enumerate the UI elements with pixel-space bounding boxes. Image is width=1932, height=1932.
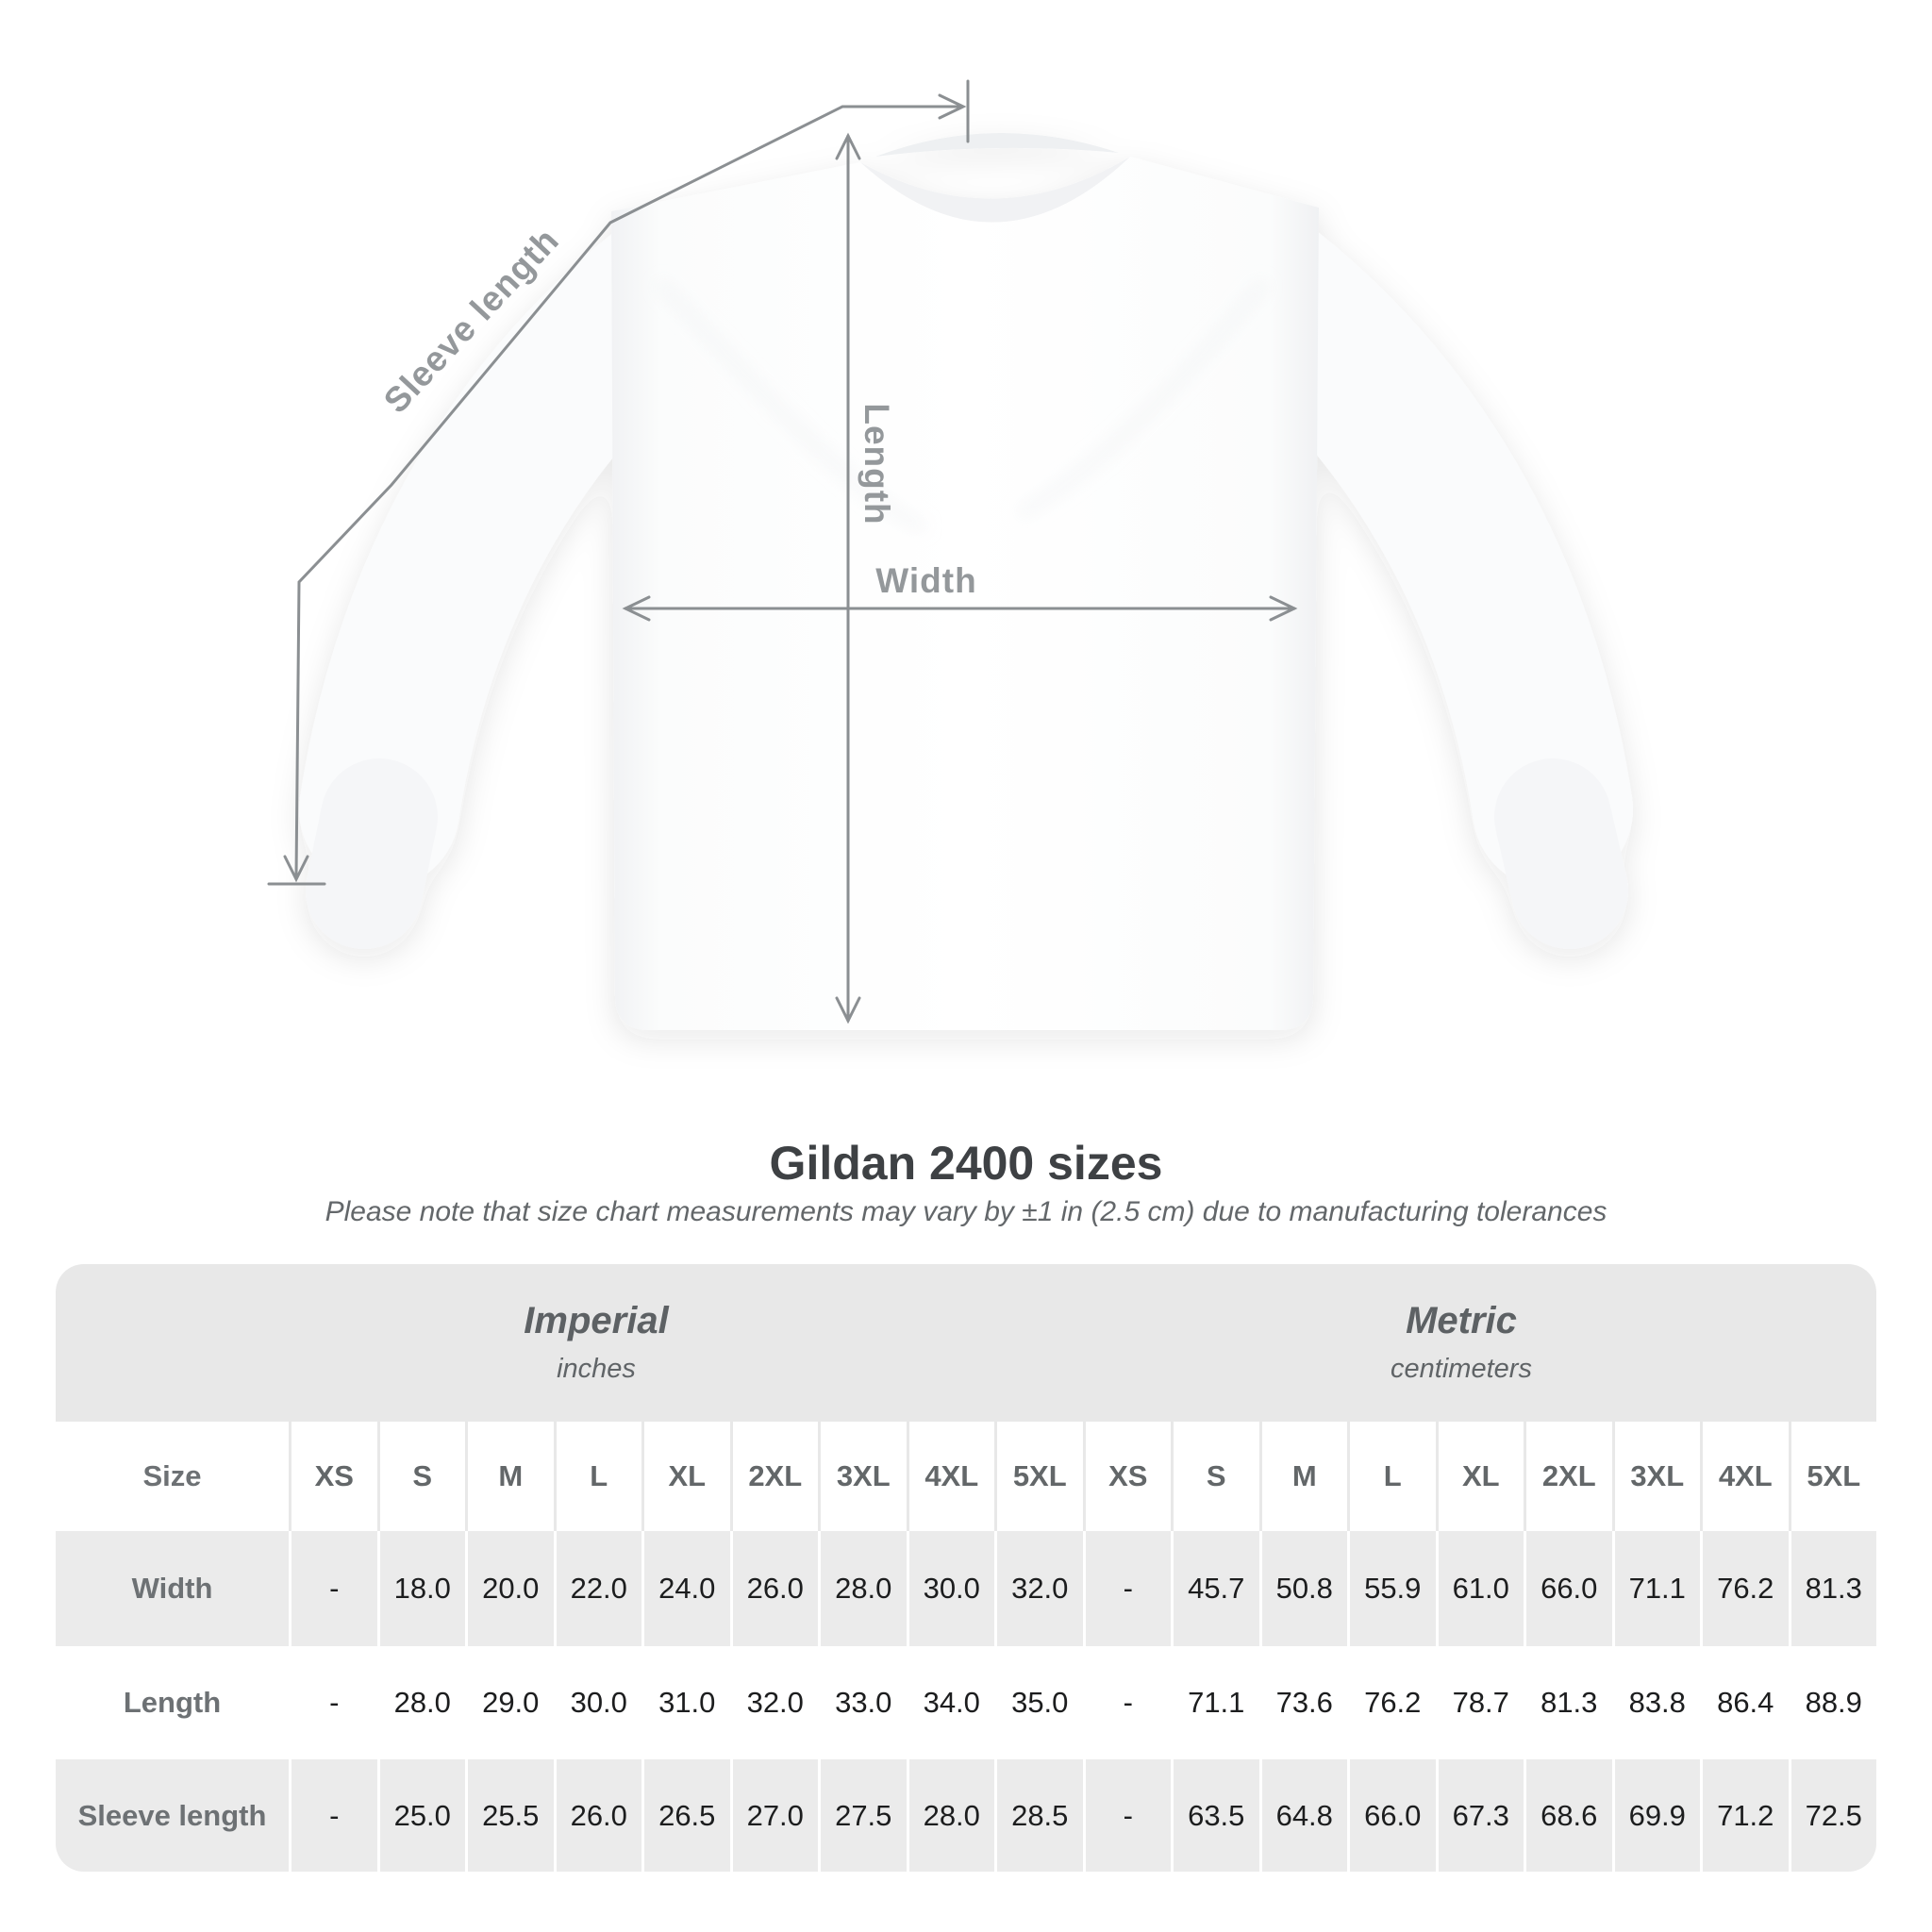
size-value-cell: 28.0 [909,1759,995,1872]
size-value-cell: 24.0 [644,1531,730,1646]
size-column-header: S [1174,1422,1259,1531]
size-value-cell: 28.0 [380,1646,466,1759]
width-dimension-label: Width [875,561,977,600]
size-value-cell: 71.2 [1703,1759,1789,1872]
size-value-cell: 28.5 [997,1759,1083,1872]
size-value-cell: 32.0 [733,1646,819,1759]
size-value-cell: 69.9 [1615,1759,1701,1872]
size-column-header: M [468,1422,554,1531]
size-value-cell: 27.5 [821,1759,907,1872]
size-column-header: 3XL [1615,1422,1701,1531]
metric-unit-title: Metric [1406,1300,1517,1341]
imperial-unit-title: Imperial [524,1300,669,1341]
measurement-row-label: Sleeve length [56,1759,289,1872]
size-value-cell: 86.4 [1703,1646,1789,1759]
shirt-left-cuff [364,817,379,891]
size-value-cell: 76.2 [1350,1646,1436,1759]
imperial-unit-subtitle: inches [557,1354,636,1384]
size-header-label: Size [56,1422,289,1531]
size-column-header: XS [291,1422,377,1531]
size-value-cell: 63.5 [1174,1759,1259,1872]
size-value-cell: 30.0 [909,1531,995,1646]
page-title: Gildan 2400 sizes [769,1137,1163,1190]
size-column-header: 4XL [909,1422,995,1531]
size-value-cell: 30.0 [557,1646,642,1759]
sleeve-length-dimension-label: Sleeve length [375,220,567,421]
shirt-collar-back [875,133,1119,157]
size-value-cell: 64.8 [1262,1759,1348,1872]
metric-unit-subtitle: centimeters [1391,1354,1532,1384]
size-column-header: 2XL [1526,1422,1612,1531]
size-value-cell: 25.0 [380,1759,466,1872]
size-value-cell: 71.1 [1615,1531,1701,1646]
size-value-cell: 35.0 [997,1646,1083,1759]
size-value-cell: 20.0 [468,1531,554,1646]
size-column-header: M [1262,1422,1348,1531]
size-column-header: S [380,1422,466,1531]
size-value-cell: 88.9 [1791,1646,1877,1759]
size-column-header: 2XL [733,1422,819,1531]
size-value-cell: 29.0 [468,1646,554,1759]
size-value-cell: 34.0 [909,1646,995,1759]
size-column-header: XS [1086,1422,1172,1531]
shirt-right-cuff [1553,817,1570,891]
size-value-cell: 81.3 [1791,1531,1877,1646]
page-subtitle: Please note that size chart measurements may vary by ±1 in (2.5 cm) due to manufacturing tolerances [325,1196,1607,1227]
size-value-cell: 66.0 [1526,1531,1612,1646]
size-value-cell: 31.0 [644,1646,730,1759]
size-value-cell: - [1086,1646,1172,1759]
size-value-cell: 73.6 [1262,1646,1348,1759]
size-value-cell: 68.6 [1526,1759,1612,1872]
size-value-cell: 26.0 [557,1759,642,1872]
size-value-cell: 45.7 [1174,1531,1259,1646]
measurement-row-label: Width [56,1531,289,1646]
table-row [56,1531,1876,1646]
size-value-cell: 61.0 [1439,1531,1524,1646]
size-value-cell: 27.0 [733,1759,819,1872]
size-column-header: XL [1439,1422,1524,1531]
measurement-row-label: Length [56,1646,289,1759]
length-dimension-label: Length [858,403,896,525]
size-value-cell: 18.0 [380,1531,466,1646]
size-value-cell: 83.8 [1615,1646,1701,1759]
size-value-cell: 66.0 [1350,1759,1436,1872]
size-column-header: L [1350,1422,1436,1531]
size-value-cell: 78.7 [1439,1646,1524,1759]
size-column-header: 4XL [1703,1422,1789,1531]
size-column-header: 5XL [997,1422,1083,1531]
size-grid [56,1422,1876,1872]
size-value-cell: 26.5 [644,1759,730,1872]
size-value-cell: 67.3 [1439,1759,1524,1872]
size-value-cell: - [291,1531,377,1646]
size-value-cell: 50.8 [1262,1531,1348,1646]
metric-unit-header [1391,1300,1532,1385]
table-row [56,1759,1876,1872]
size-value-cell: 81.3 [1526,1646,1612,1759]
size-value-cell: 22.0 [557,1531,642,1646]
size-value-cell: 72.5 [1791,1759,1877,1872]
size-column-header: 5XL [1791,1422,1877,1531]
size-value-cell: - [291,1759,377,1872]
size-column-header: XL [644,1422,730,1531]
table-row [56,1646,1876,1759]
size-value-cell: 55.9 [1350,1531,1436,1646]
size-value-cell: 76.2 [1703,1531,1789,1646]
size-value-cell: 25.5 [468,1759,554,1872]
size-value-cell: 28.0 [821,1531,907,1646]
imperial-unit-header [524,1300,668,1385]
size-value-cell: - [291,1646,377,1759]
size-column-header: 3XL [821,1422,907,1531]
size-value-cell: 26.0 [733,1531,819,1646]
size-value-cell: - [1086,1531,1172,1646]
size-value-cell: 71.1 [1174,1646,1259,1759]
size-table [56,1264,1876,1872]
size-value-cell: - [1086,1759,1172,1872]
size-column-header: L [557,1422,642,1531]
size-value-cell: 33.0 [821,1646,907,1759]
table-row [56,1422,1876,1531]
size-value-cell: 32.0 [997,1531,1083,1646]
